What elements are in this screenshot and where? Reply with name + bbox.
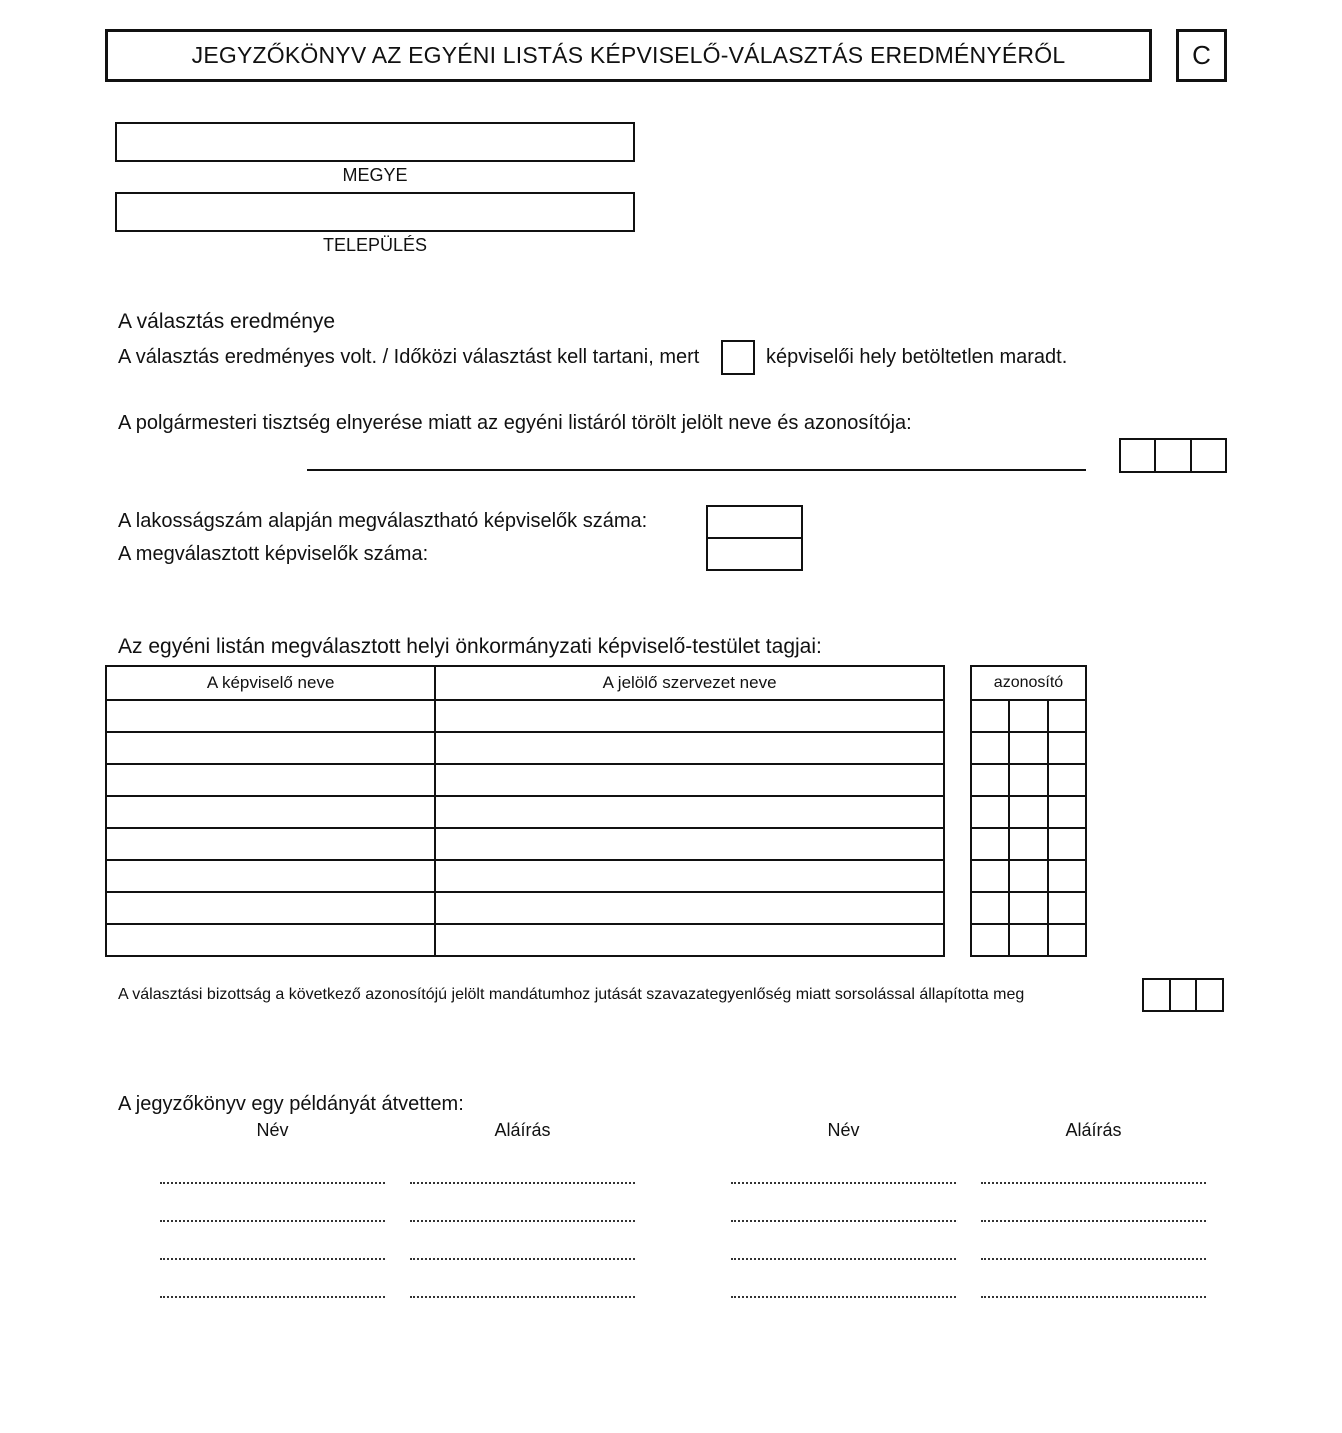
table-row	[106, 828, 944, 860]
id-digit-cell[interactable]	[971, 764, 1009, 796]
id-row	[971, 732, 1086, 764]
table-row	[106, 924, 944, 956]
vacant-seats-box[interactable]	[721, 340, 755, 375]
signature-column-label: Aláírás	[1065, 1120, 1122, 1140]
id-digit-cell[interactable]	[1009, 828, 1047, 860]
eligible-count-box[interactable]	[706, 505, 803, 539]
signature-line[interactable]	[410, 1220, 635, 1222]
member-name-cell[interactable]	[106, 892, 435, 924]
table-row	[106, 860, 944, 892]
result-heading: A választás eredménye	[118, 310, 336, 333]
member-name-cell[interactable]	[106, 732, 435, 764]
nominating-org-cell[interactable]	[435, 828, 944, 860]
id-digit-cell[interactable]	[1009, 860, 1047, 892]
name-line[interactable]	[160, 1182, 385, 1184]
id-row	[971, 796, 1086, 828]
id-digit-cell[interactable]	[1009, 764, 1047, 796]
signature-line[interactable]	[981, 1258, 1206, 1260]
result-sentence-end: képviselői hely betöltetlen maradt.	[766, 346, 1068, 368]
mayor-removed-text: A polgármesteri tisztség elnyerése miatt az egyéni listáról törölt jelölt neve és azonosítója:	[118, 412, 912, 434]
name-line[interactable]	[160, 1258, 385, 1260]
nominating-org-cell[interactable]	[435, 796, 944, 828]
id-row	[971, 892, 1086, 924]
lottery-text: A választási bizottság a következő azonosítójú jelölt mandátumhoz jutását szavazategyenlőség miatt sorsolással állapította meg	[118, 986, 1025, 1003]
table-row	[106, 892, 944, 924]
member-name-cell[interactable]	[106, 764, 435, 796]
id-digit-cell[interactable]	[1009, 732, 1047, 764]
name-line[interactable]	[160, 1220, 385, 1222]
removed-candidate-id-boxes[interactable]	[1119, 438, 1227, 473]
elected-count-label: A megválasztott képviselők száma:	[118, 543, 429, 565]
id-digit-cell[interactable]	[1048, 732, 1086, 764]
nominating-org-cell[interactable]	[435, 860, 944, 892]
id-digit-cell[interactable]	[1048, 700, 1086, 732]
name-column-label: Név	[827, 1120, 860, 1140]
member-name-cell[interactable]	[106, 796, 435, 828]
table-row	[106, 796, 944, 828]
id-row	[971, 828, 1086, 860]
id-digit-cell[interactable]	[1048, 892, 1086, 924]
settlement-label: TELEPÜLÉS	[322, 235, 428, 255]
nominating-org-cell[interactable]	[435, 924, 944, 956]
county-label: MEGYE	[342, 165, 408, 185]
form-letter-badge: C	[1176, 29, 1227, 82]
name-line[interactable]	[731, 1182, 956, 1184]
id-row	[971, 924, 1086, 956]
member-name-cell[interactable]	[106, 700, 435, 732]
signature-line[interactable]	[981, 1296, 1206, 1298]
col-header-name: A képviselő neve	[106, 666, 435, 700]
signature-column-label: Aláírás	[494, 1120, 551, 1140]
signature-line[interactable]	[410, 1296, 635, 1298]
id-row	[971, 700, 1086, 732]
members-table	[105, 665, 945, 957]
removed-candidate-name-line[interactable]	[307, 469, 1086, 471]
id-digit-cell[interactable]	[971, 860, 1009, 892]
id-digit-cell[interactable]	[1048, 828, 1086, 860]
signature-line[interactable]	[981, 1220, 1206, 1222]
result-sentence-start: A választás eredményes volt. / Időközi választást kell tartani, mert	[118, 346, 700, 368]
elected-count-box[interactable]	[706, 537, 803, 571]
id-digit-cell[interactable]	[1009, 892, 1047, 924]
id-digit-cell[interactable]	[1009, 796, 1047, 828]
name-line[interactable]	[731, 1220, 956, 1222]
member-id-table	[970, 665, 1087, 957]
receipt-heading: A jegyzőkönyv egy példányát átvettem:	[118, 1093, 464, 1115]
lottery-id-boxes[interactable]	[1142, 978, 1224, 1012]
signature-line[interactable]	[410, 1258, 635, 1260]
table-row	[106, 764, 944, 796]
id-digit-cell[interactable]	[971, 828, 1009, 860]
settlement-field[interactable]	[115, 192, 635, 232]
id-digit-cell[interactable]	[971, 924, 1009, 956]
id-digit-cell[interactable]	[971, 892, 1009, 924]
form-title: JEGYZŐKÖNYV AZ EGYÉNI LISTÁS KÉPVISELŐ-VÁLASZTÁS EREDMÉNYÉRŐL	[105, 29, 1152, 82]
id-digit-cell[interactable]	[971, 700, 1009, 732]
id-digit-cell[interactable]	[971, 732, 1009, 764]
nominating-org-cell[interactable]	[435, 764, 944, 796]
name-line[interactable]	[160, 1296, 385, 1298]
member-name-cell[interactable]	[106, 860, 435, 892]
col-header-org: A jelölő szervezet neve	[435, 666, 944, 700]
member-name-cell[interactable]	[106, 828, 435, 860]
id-digit-cell[interactable]	[971, 796, 1009, 828]
nominating-org-cell[interactable]	[435, 732, 944, 764]
id-digit-cell[interactable]	[1048, 764, 1086, 796]
table-row	[106, 732, 944, 764]
id-row	[971, 860, 1086, 892]
id-digit-cell[interactable]	[1048, 924, 1086, 956]
name-column-label: Név	[256, 1120, 289, 1140]
name-line[interactable]	[731, 1296, 956, 1298]
eligible-count-label: A lakosságszám alapján megválasztható képviselők száma:	[118, 510, 648, 532]
id-digit-cell[interactable]	[1009, 700, 1047, 732]
name-line[interactable]	[731, 1258, 956, 1260]
signature-line[interactable]	[981, 1182, 1206, 1184]
county-field[interactable]	[115, 122, 635, 162]
nominating-org-cell[interactable]	[435, 700, 944, 732]
nominating-org-cell[interactable]	[435, 892, 944, 924]
col-header-id: azonosító	[971, 666, 1086, 700]
id-row	[971, 764, 1086, 796]
id-digit-cell[interactable]	[1009, 924, 1047, 956]
signature-line[interactable]	[410, 1182, 635, 1184]
id-digit-cell[interactable]	[1048, 796, 1086, 828]
id-digit-cell[interactable]	[1048, 860, 1086, 892]
member-name-cell[interactable]	[106, 924, 435, 956]
table-row	[106, 700, 944, 732]
members-heading: Az egyéni listán megválasztott helyi önkormányzati képviselő-testület tagjai:	[118, 635, 822, 658]
